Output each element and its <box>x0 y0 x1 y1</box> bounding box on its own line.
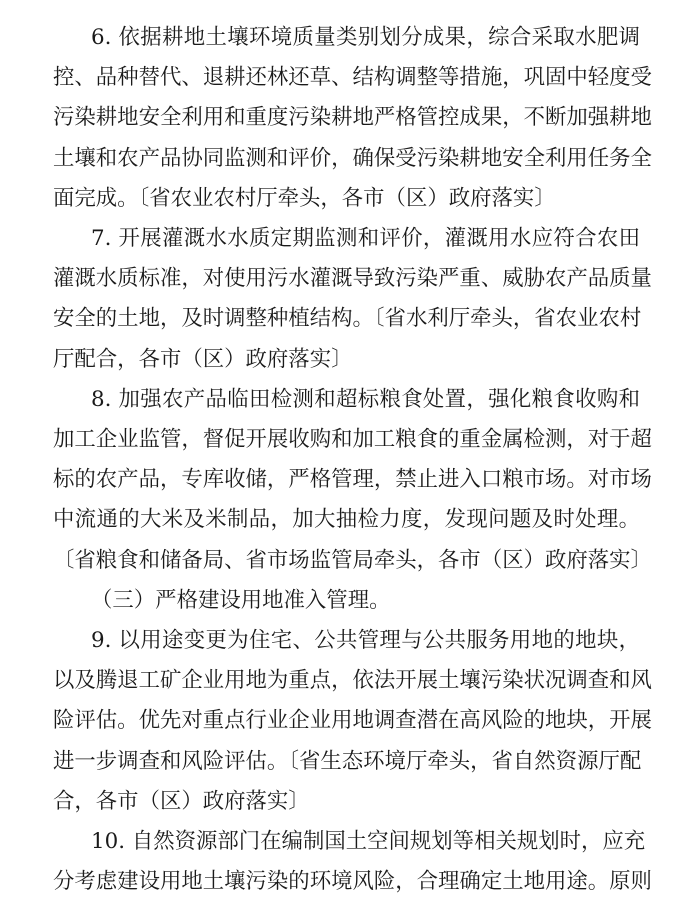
text-line: 分考虑建设用地土壤污染的环境风险，合理确定土地用途。原则 <box>53 869 652 895</box>
text-line: 土壤和农产品协同监测和评价，确保受污染耕地安全利用任务全 <box>53 145 652 171</box>
text-line: 灌溉水质标准，对使用污水灌溉导致污染严重、威胁农产品质量 <box>53 266 652 292</box>
text-line: 10. 自然资源部门在编制国土空间规划等相关规划时，应充 <box>91 829 646 854</box>
text-line: 7. 开展灌溉水水质定期监测和评价，灌溉用水应符合农田 <box>91 226 640 251</box>
text-line: 9. 以用途变更为住宅、公共管理与公共服务用地的地块， <box>91 628 640 653</box>
text-line: 面完成。〔省农业农村厅牵头，各市（区）政府落实〕 <box>53 185 556 211</box>
text-line: 安全的土地，及时调整种植结构。〔省水利厅牵头，省农业农村 <box>53 306 642 332</box>
text-line: 加工企业监管，督促开展收购和加工粮食的重金属检测，对于超 <box>53 427 652 452</box>
text-line: 污染耕地安全利用和重度污染耕地严格管控成果，不断加强耕地 <box>53 105 652 131</box>
text-line: 6. 依据耕地土壤环境质量类别划分成果，综合采取水肥调 <box>91 25 640 50</box>
text-line: 以及腾退工矿企业用地为重点，依法开展土壤污染状况调查和风 <box>53 668 652 694</box>
text-line: 险评估。优先对重点行业企业用地调查潜在高风险的地块，开展 <box>53 708 652 734</box>
text-line: 进一步调查和风险评估。〔省生态环境厅牵头，省自然资源厅配 <box>53 748 642 774</box>
text-line: 中流通的大米及米制品，加大抽检力度，发现问题及时处理。 <box>53 507 640 533</box>
text-line: 8. 加强农产品临田检测和超标粮食处置，强化粮食收购和 <box>91 386 640 412</box>
text-line: 控、品种替代、退耕还林还草、结构调整等措施，巩固中轻度受 <box>53 65 652 91</box>
text-line: （三）严格建设用地准入管理。 <box>91 587 391 613</box>
text-line: 〔省粮食和储备局、省市场监管局牵头，各市（区）政府落实〕 <box>53 547 652 573</box>
text-line: 合，各市（区）政府落实〕 <box>53 788 310 814</box>
text-line: 厅配合，各市（区）政府落实〕 <box>53 346 353 372</box>
text-line: 标的农产品，专库收储，严格管理，禁止进入口粮市场。对市场 <box>53 467 652 493</box>
